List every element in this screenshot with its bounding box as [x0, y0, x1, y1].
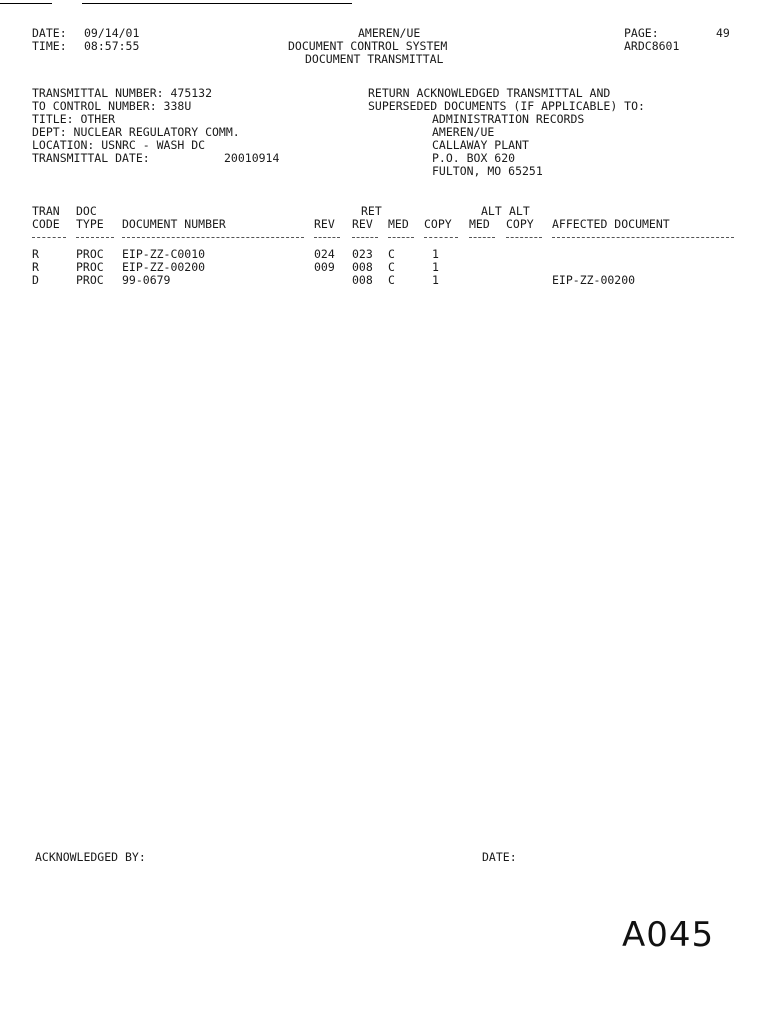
cell-rev: 024	[314, 247, 335, 261]
address-line: FULTON, MO 65251	[432, 164, 543, 178]
return-line-2: SUPERSEDED DOCUMENTS (IF APPLICABLE) TO:	[368, 99, 645, 113]
system-name: DOCUMENT CONTROL SYSTEM	[288, 39, 448, 53]
col-head-affected-document: AFFECTED DOCUMENT	[552, 217, 670, 231]
address-line: ADMINISTRATION RECORDS	[432, 112, 585, 126]
col-head-med: MED	[388, 217, 409, 231]
handwritten-mark: A045	[622, 915, 715, 955]
cell-ret-rev: 023	[352, 247, 373, 261]
transmittal-number: TRANSMITTAL NUMBER: 475132	[32, 86, 213, 100]
cell-document-number: 99-0679	[122, 273, 171, 287]
date-label: DATE:	[32, 26, 67, 40]
time-value: 08:57:55	[84, 39, 140, 53]
cell-affected: EIP-ZZ-00200	[552, 273, 636, 287]
control-number: TO CONTROL NUMBER: 338U	[32, 99, 192, 113]
cell-med: C	[388, 247, 395, 261]
cell-copy: 1	[432, 273, 439, 287]
address-line: AMEREN/UE	[432, 125, 495, 139]
cell-rev: 009	[314, 260, 335, 274]
col-head-alt-1: ALT	[481, 204, 502, 218]
company-name: AMEREN/UE	[358, 26, 421, 40]
cell-type: PROC	[76, 273, 104, 287]
cell-document-number: EIP-ZZ-00200	[122, 260, 206, 274]
report-id: ARDC8601	[624, 39, 680, 53]
col-head-ret: RET	[361, 204, 382, 218]
cell-med: C	[388, 260, 395, 274]
cell-copy: 1	[432, 260, 439, 274]
dept-line: DEPT: NUCLEAR REGULATORY COMM.	[32, 125, 240, 139]
address-line: P.O. BOX 620	[432, 151, 516, 165]
page-number: 49	[716, 26, 730, 40]
cell-type: PROC	[76, 247, 104, 261]
time-label: TIME:	[32, 39, 67, 53]
col-head-doc: DOC	[76, 204, 97, 218]
cell-ret-rev: 008	[352, 260, 373, 274]
cell-ret-rev: 008	[352, 273, 373, 287]
document-title: DOCUMENT TRANSMITTAL	[305, 52, 444, 66]
return-line-1: RETURN ACKNOWLEDGED TRANSMITTAL AND	[368, 86, 611, 100]
top-rule-left	[0, 3, 52, 4]
cell-tran: R	[32, 247, 39, 261]
cell-tran: D	[32, 273, 39, 287]
transmittal-date-value: 20010914	[224, 151, 280, 165]
cell-med: C	[388, 273, 395, 287]
cell-tran: R	[32, 260, 39, 274]
col-head-rev: REV	[314, 217, 335, 231]
col-head-document-number: DOCUMENT NUMBER	[122, 217, 226, 231]
transmittal-date-label: TRANSMITTAL DATE:	[32, 151, 150, 165]
col-head-alt-copy: COPY	[506, 217, 534, 231]
location-line: LOCATION: USNRC - WASH DC	[32, 138, 206, 152]
acknowledged-by-label: ACKNOWLEDGED BY:	[35, 850, 146, 864]
col-head-tran: TRAN	[32, 204, 60, 218]
col-head-alt-med: MED	[469, 217, 490, 231]
col-head-ret-rev: REV	[352, 217, 373, 231]
top-rule-right	[82, 3, 352, 4]
col-head-code: CODE	[32, 217, 60, 231]
page-label: PAGE:	[624, 26, 659, 40]
col-head-alt-2: ALT	[509, 204, 530, 218]
title-line: TITLE: OTHER	[32, 112, 116, 126]
col-head-type: TYPE	[76, 217, 104, 231]
date-value: 09/14/01	[84, 26, 140, 40]
cell-copy: 1	[432, 247, 439, 261]
address-line: CALLAWAY PLANT	[432, 138, 529, 152]
cell-type: PROC	[76, 260, 104, 274]
footer-date-label: DATE:	[482, 850, 517, 864]
col-head-copy: COPY	[424, 217, 452, 231]
cell-document-number: EIP-ZZ-C0010	[122, 247, 206, 261]
